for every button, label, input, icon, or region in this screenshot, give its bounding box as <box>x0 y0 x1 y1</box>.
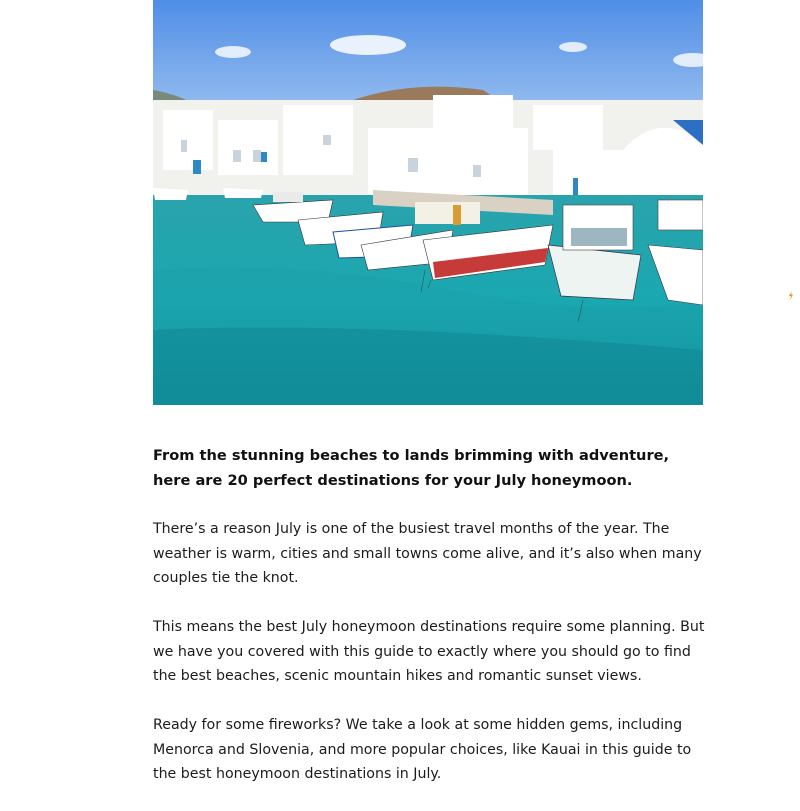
article-paragraph: There’s a reason July is one of the busiest travel months of the year. The weather is warm, cities and small towns come alive, and it’s also when many couples tie the knot. <box>153 521 702 586</box>
hero-image <box>153 0 703 405</box>
spark-icon <box>788 291 794 300</box>
article-body <box>153 443 705 811</box>
article-lead: From the stunning beaches to lands brimming with adventure, here are 20 perfect destinations for your July honeymoon. <box>153 447 670 489</box>
article-paragraph: Ready for some fireworks? We take a look at some hidden gems, including Menorca and Slovenia, and more popular choices, like Kauai in this guide to the best honeymoon destinations in July. <box>153 717 692 782</box>
article-paragraph: This means the best July honeymoon destinations require some planning. But we have you covered with this guide to exactly where you should go to find the best beaches, scenic mountain hikes and romantic sunset views. <box>153 619 705 684</box>
